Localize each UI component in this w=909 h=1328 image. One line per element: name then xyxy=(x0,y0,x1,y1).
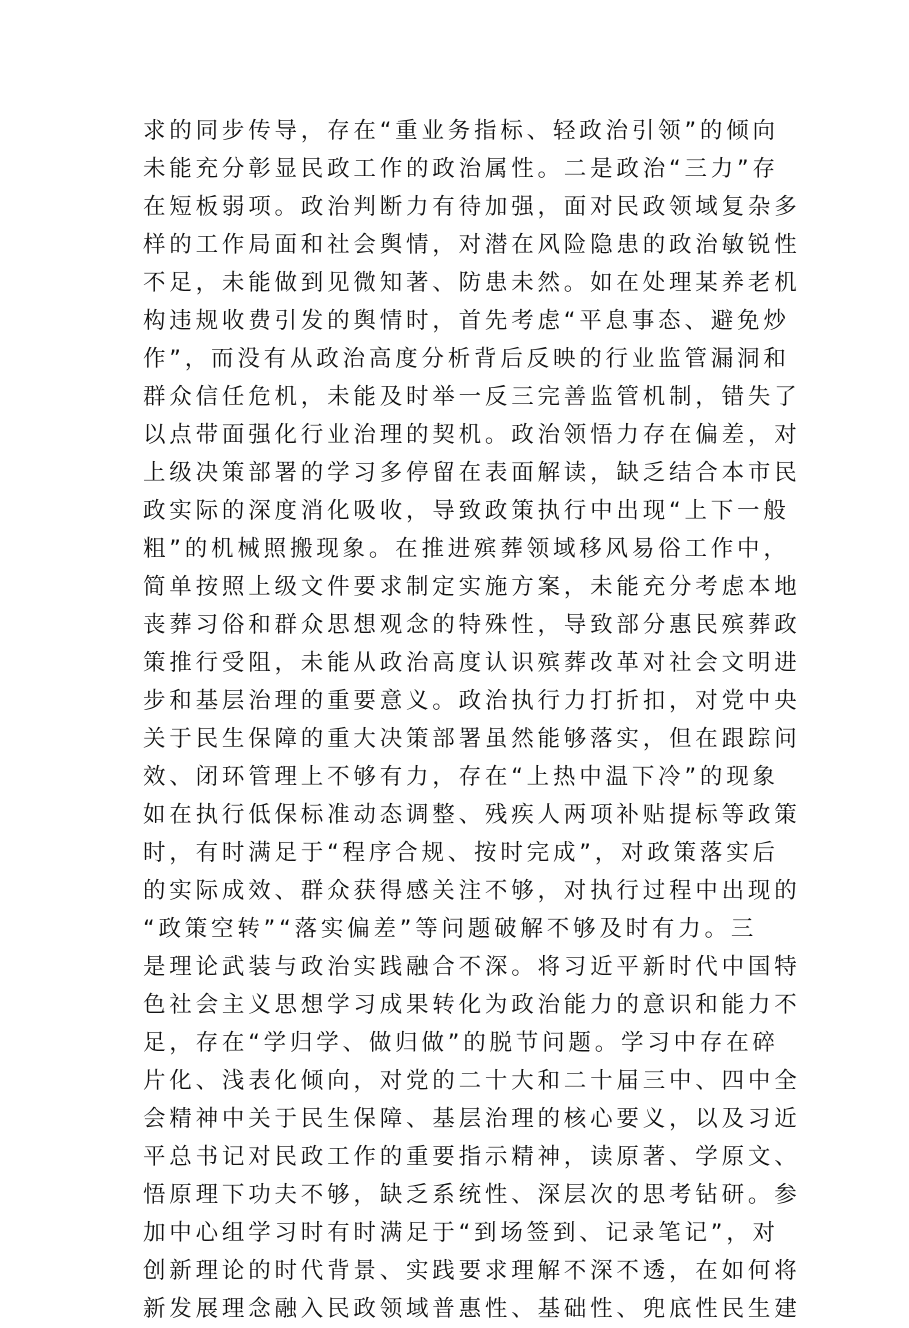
text-line: 效、闭环管理上不够有力，存在“上热中温下冷”的现象 xyxy=(143,764,779,790)
text-line: 新发展理念融入民政领域普惠性、基础性、兜底性民生建 xyxy=(143,1296,801,1322)
body-paragraph xyxy=(143,112,801,1328)
text-line: 简单按照上级文件要求制定实施方案，未能充分考虑本地 xyxy=(143,574,801,600)
text-line: 求的同步传导，存在“重业务指标、轻政治引领”的倾向 xyxy=(143,118,779,144)
text-line: 是理论武装与政治实践融合不深。将习近平新时代中国特 xyxy=(143,954,801,980)
text-line: 会精神中关于民生保障、基层治理的核心要义，以及习近 xyxy=(143,1106,801,1132)
text-line: 政实际的深度消化吸收，导致政策执行中出现“上下一般 xyxy=(143,498,790,524)
text-line: 样的工作局面和社会舆情，对潜在风险隐患的政治敏锐性 xyxy=(143,232,801,258)
text-line: 如在执行低保标准动态调整、残疾人两项补贴提标等政策 xyxy=(143,802,801,828)
text-line: 时，有时满足于“程序合规、按时完成”，对政策落实后 xyxy=(143,840,779,866)
text-line: 步和基层治理的重要意义。政治执行力打折扣，对党中央 xyxy=(143,688,801,714)
text-line: 不足，未能做到见微知著、防患未然。如在处理某养老机 xyxy=(143,270,801,296)
text-line: 片化、浅表化倾向，对党的二十大和二十届三中、四中全 xyxy=(143,1068,801,1094)
text-line: 平总书记对民政工作的重要指示精神，读原著、学原文、 xyxy=(143,1144,801,1170)
text-line: 构违规收费引发的舆情时，首先考虑“平息事态、避免炒 xyxy=(143,308,790,334)
text-line: 未能充分彰显民政工作的政治属性。二是政治“三力”存 xyxy=(143,156,779,182)
text-line: 关于民生保障的重大决策部署虽然能够落实，但在跟踪问 xyxy=(143,726,801,752)
text-line: 上级决策部署的学习多停留在表面解读，缺乏结合本市民 xyxy=(143,460,801,486)
text-line: 粗”的机械照搬现象。在推进殡葬领域移风易俗工作中， xyxy=(143,536,790,562)
text-line: 创新理论的时代背景、实践要求理解不深不透，在如何将 xyxy=(143,1258,801,1284)
text-line: 策推行受阻，未能从政治高度认识殡葬改革对社会文明进 xyxy=(143,650,801,676)
text-line: 在短板弱项。政治判断力有待加强，面对民政领域复杂多 xyxy=(143,194,801,220)
text-line: 丧葬习俗和群众思想观念的特殊性，导致部分惠民殡葬政 xyxy=(143,612,801,638)
text-line: 色社会主义思想学习成果转化为政治能力的意识和能力不 xyxy=(143,992,801,1018)
text-line: 加中心组学习时有时满足于“到场签到、记录笔记”，对 xyxy=(143,1220,779,1246)
text-line: 作”，而没有从政治高度分析背后反映的行业监管漏洞和 xyxy=(143,346,790,372)
text-line: 悟原理下功夫不够，缺乏系统性、深层次的思考钻研。参 xyxy=(143,1182,801,1208)
text-line: 群众信任危机，未能及时举一反三完善监管机制，错失了 xyxy=(143,384,801,410)
text-line: “政策空转”“落实偏差”等问题破解不够及时有力。三 xyxy=(143,916,758,942)
text-line: 的实际成效、群众获得感关注不够，对执行过程中出现的 xyxy=(143,878,801,904)
text-line: 以点带面强化行业治理的契机。政治领悟力存在偏差，对 xyxy=(143,422,801,448)
text-line: 足，存在“学归学、做归做”的脱节问题。学习中存在碎 xyxy=(143,1030,779,1056)
